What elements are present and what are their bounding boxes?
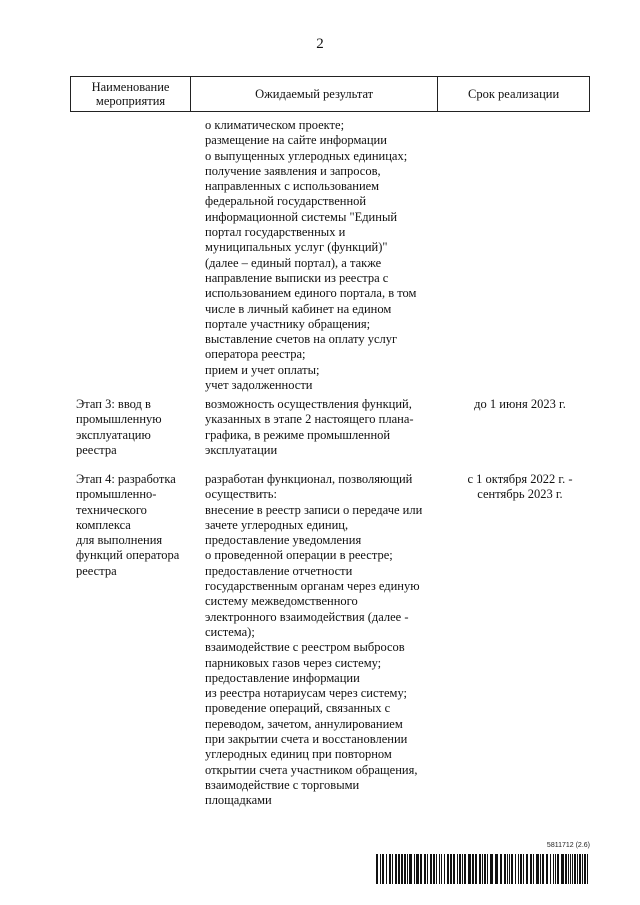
header-expected-result: Ожидаемый результат xyxy=(190,77,437,111)
result-line: направленных с использованием xyxy=(205,179,380,194)
result-line: система); xyxy=(205,624,255,639)
event-name-line: Этап 3: ввод в xyxy=(76,397,151,411)
event-name-line: промышленно- xyxy=(76,487,157,502)
header-implementation-term: Срок реализации xyxy=(437,77,590,111)
result-line: предоставление отчетности xyxy=(205,563,353,578)
result-line: числе в личный кабинет на едином xyxy=(205,301,392,316)
result-line: при закрытии счета и восстановлении xyxy=(205,732,408,747)
result-line: предоставление уведомления xyxy=(205,533,362,548)
result-line: выставление счетов на оплату услуг xyxy=(205,332,398,347)
result-line: парниковых газов через систему; xyxy=(205,655,382,670)
event-name-line: комплекса xyxy=(76,517,131,532)
result-line: из реестра нотариусам через систему; xyxy=(205,686,408,701)
result-line: портал государственных и xyxy=(205,225,346,240)
event-name-line: промышленную xyxy=(76,412,162,427)
result-line: государственным органам через единую xyxy=(205,579,420,594)
result-line: направление выписки из реестра с xyxy=(205,270,389,285)
result-line: о выпущенных углеродных единицах; xyxy=(205,148,408,163)
header-event-name: Наименование мероприятия xyxy=(70,77,190,111)
result-line: площадками xyxy=(205,793,272,808)
result-line: зачете углеродных единиц, xyxy=(205,517,349,532)
event-name-line: Этап 4: разработка xyxy=(76,472,176,486)
event-name-line: функций оператора xyxy=(76,548,180,563)
page-number: 2 xyxy=(316,36,324,52)
barcode-code: 5811712 (2.6) xyxy=(546,842,590,849)
result-line: оператора реестра; xyxy=(205,347,306,362)
result-line: использованием единого портала, в том xyxy=(205,286,417,301)
result-line: взаимодействие с реестром выбросов xyxy=(205,640,405,655)
event-name-line: реестра xyxy=(76,442,117,457)
result-line: указанных в этапе 2 настоящего плана- xyxy=(205,412,414,427)
result-line: размещение на сайте информации xyxy=(205,133,387,148)
term-cell xyxy=(450,472,590,503)
event-name-line: технического xyxy=(76,502,147,517)
term-cell xyxy=(450,397,590,412)
result-line: открытии счета участником обращения, xyxy=(205,762,418,777)
term-line: с 1 октября 2022 г. - xyxy=(467,472,573,486)
result-line: переводом, зачетом, аннулированием xyxy=(205,716,403,731)
result-line: проведение операций, связанных с xyxy=(205,701,391,716)
barcode-icon xyxy=(376,854,590,884)
result-line: эксплуатации xyxy=(205,442,278,457)
document-barcode-area xyxy=(376,842,590,884)
result-line: федеральной государственной xyxy=(205,194,367,209)
result-line: предоставление информации xyxy=(205,670,360,685)
table-header xyxy=(70,76,590,112)
result-line: о климатическом проекте; xyxy=(205,118,345,132)
result-line: электронного взаимодействия (далее - xyxy=(205,609,409,624)
result-line: осуществить: xyxy=(205,487,277,502)
term-line: до 1 июня 2023 г. xyxy=(474,397,566,411)
result-line: получение заявления и запросов, xyxy=(205,163,381,178)
result-line: внесение в реестр записи о передаче или xyxy=(205,502,423,517)
event-name-line: эксплуатацию xyxy=(76,427,151,442)
result-line: систему межведомственного xyxy=(205,594,358,609)
result-line: взаимодействие с торговыми xyxy=(205,777,360,792)
result-line: графика, в режиме промышленной xyxy=(205,427,391,442)
result-line: о проведенной операции в реестре; xyxy=(205,548,393,563)
result-cell xyxy=(205,472,440,809)
term-line: сентябрь 2023 г. xyxy=(477,487,563,502)
event-name-line: реестра xyxy=(76,563,117,578)
result-line: портале участнику обращения; xyxy=(205,316,371,331)
event-name-cell xyxy=(76,472,194,579)
result-line: информационной системы "Единый xyxy=(205,209,398,224)
result-line: разработан функционал, позволяющий xyxy=(205,472,413,486)
event-name-line: для выполнения xyxy=(76,533,163,548)
result-cell xyxy=(205,397,440,458)
result-line: муниципальных услуг (функций)" xyxy=(205,240,388,255)
result-line: прием и учет оплаты; xyxy=(205,362,320,377)
result-cell xyxy=(205,118,440,393)
result-line: учет задолженности xyxy=(205,378,313,393)
event-name-cell xyxy=(76,397,194,458)
result-line: (далее – единый портал), а также xyxy=(205,255,382,270)
result-line: углеродных единиц при повторном xyxy=(205,747,392,762)
result-line: возможность осуществления функций, xyxy=(205,397,412,411)
